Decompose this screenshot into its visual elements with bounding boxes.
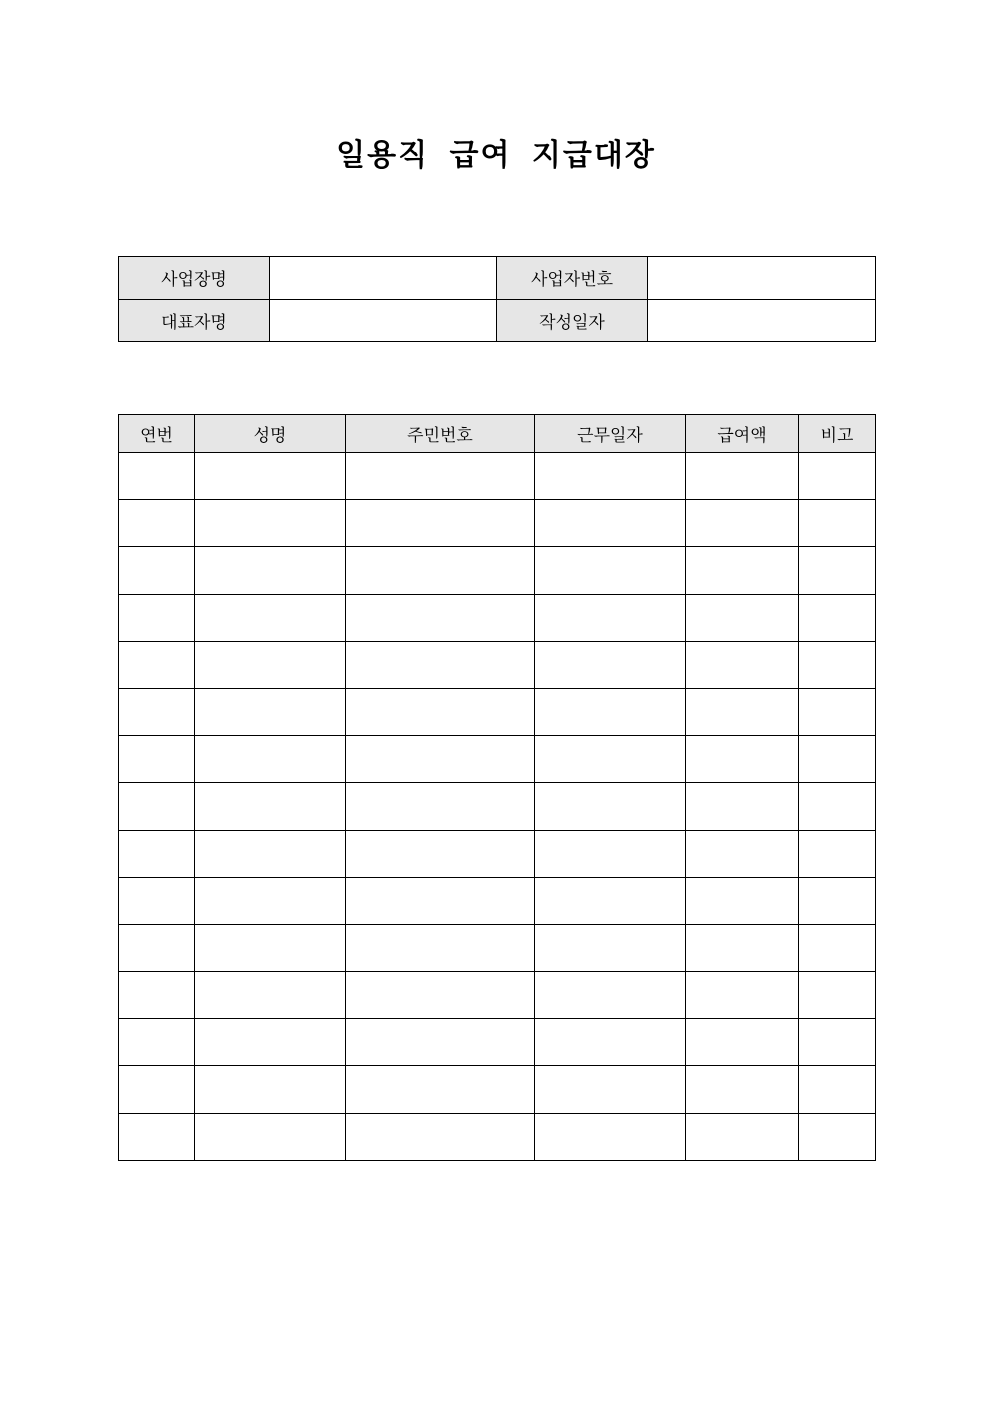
payroll-body bbox=[119, 453, 876, 1161]
cell-remarks[interactable] bbox=[799, 453, 876, 500]
cell-work-date[interactable] bbox=[535, 783, 686, 830]
cell-work-date[interactable] bbox=[535, 972, 686, 1019]
payroll-header-row bbox=[119, 415, 876, 453]
header-resident-number: 주민번호 bbox=[346, 415, 535, 453]
cell-resident-number[interactable] bbox=[346, 736, 535, 783]
cell-name[interactable] bbox=[195, 594, 346, 641]
cell-name[interactable] bbox=[195, 641, 346, 688]
table-row bbox=[119, 783, 876, 830]
cell-remarks[interactable] bbox=[799, 736, 876, 783]
cell-serial[interactable] bbox=[119, 594, 195, 641]
cell-serial[interactable] bbox=[119, 783, 195, 830]
business-name-field[interactable] bbox=[270, 257, 497, 300]
cell-work-date[interactable] bbox=[535, 1066, 686, 1113]
cell-resident-number[interactable] bbox=[346, 453, 535, 500]
cell-pay-amount[interactable] bbox=[686, 547, 799, 594]
cell-name[interactable] bbox=[195, 1113, 346, 1160]
date-label: 작성일자 bbox=[497, 299, 648, 342]
cell-name[interactable] bbox=[195, 830, 346, 877]
cell-remarks[interactable] bbox=[799, 500, 876, 547]
cell-remarks[interactable] bbox=[799, 924, 876, 971]
cell-name[interactable] bbox=[195, 500, 346, 547]
cell-resident-number[interactable] bbox=[346, 688, 535, 735]
representative-field[interactable] bbox=[270, 299, 497, 342]
cell-remarks[interactable] bbox=[799, 547, 876, 594]
cell-name[interactable] bbox=[195, 1066, 346, 1113]
table-row bbox=[119, 924, 876, 971]
cell-serial[interactable] bbox=[119, 500, 195, 547]
business-number-label: 사업자번호 bbox=[497, 257, 648, 300]
business-info-table bbox=[118, 256, 876, 342]
cell-serial[interactable] bbox=[119, 547, 195, 594]
table-row bbox=[119, 736, 876, 783]
cell-remarks[interactable] bbox=[799, 783, 876, 830]
date-field[interactable] bbox=[648, 299, 876, 342]
cell-resident-number[interactable] bbox=[346, 547, 535, 594]
cell-serial[interactable] bbox=[119, 736, 195, 783]
cell-pay-amount[interactable] bbox=[686, 1066, 799, 1113]
cell-pay-amount[interactable] bbox=[686, 783, 799, 830]
cell-pay-amount[interactable] bbox=[686, 500, 799, 547]
header-name: 성명 bbox=[195, 415, 346, 453]
cell-resident-number[interactable] bbox=[346, 1113, 535, 1160]
cell-work-date[interactable] bbox=[535, 830, 686, 877]
cell-pay-amount[interactable] bbox=[686, 877, 799, 924]
business-name-label: 사업장명 bbox=[119, 257, 270, 300]
cell-serial[interactable] bbox=[119, 924, 195, 971]
cell-pay-amount[interactable] bbox=[686, 641, 799, 688]
table-row bbox=[119, 500, 876, 547]
cell-name[interactable] bbox=[195, 877, 346, 924]
table-row bbox=[119, 972, 876, 1019]
cell-work-date[interactable] bbox=[535, 594, 686, 641]
cell-pay-amount[interactable] bbox=[686, 1019, 799, 1066]
cell-work-date[interactable] bbox=[535, 547, 686, 594]
cell-serial[interactable] bbox=[119, 641, 195, 688]
cell-pay-amount[interactable] bbox=[686, 736, 799, 783]
cell-pay-amount[interactable] bbox=[686, 972, 799, 1019]
cell-work-date[interactable] bbox=[535, 453, 686, 500]
business-number-field[interactable] bbox=[648, 257, 876, 300]
cell-name[interactable] bbox=[195, 688, 346, 735]
cell-remarks[interactable] bbox=[799, 877, 876, 924]
cell-pay-amount[interactable] bbox=[686, 830, 799, 877]
cell-name[interactable] bbox=[195, 547, 346, 594]
table-row bbox=[119, 453, 876, 500]
cell-name[interactable] bbox=[195, 783, 346, 830]
cell-pay-amount[interactable] bbox=[686, 924, 799, 971]
cell-pay-amount[interactable] bbox=[686, 453, 799, 500]
cell-name[interactable] bbox=[195, 736, 346, 783]
cell-remarks[interactable] bbox=[799, 641, 876, 688]
cell-remarks[interactable] bbox=[799, 688, 876, 735]
cell-pay-amount[interactable] bbox=[686, 1113, 799, 1160]
document-title: 일용직 급여 지급대장 bbox=[336, 138, 656, 173]
cell-serial[interactable] bbox=[119, 877, 195, 924]
cell-pay-amount[interactable] bbox=[686, 594, 799, 641]
cell-serial[interactable] bbox=[119, 1113, 195, 1160]
cell-pay-amount[interactable] bbox=[686, 688, 799, 735]
cell-work-date[interactable] bbox=[535, 924, 686, 971]
cell-serial[interactable] bbox=[119, 830, 195, 877]
header-work-date: 근무일자 bbox=[535, 415, 686, 453]
cell-remarks[interactable] bbox=[799, 1113, 876, 1160]
cell-resident-number[interactable] bbox=[346, 783, 535, 830]
cell-work-date[interactable] bbox=[535, 736, 686, 783]
cell-name[interactable] bbox=[195, 1019, 346, 1066]
cell-name[interactable] bbox=[195, 972, 346, 1019]
cell-work-date[interactable] bbox=[535, 1019, 686, 1066]
table-row bbox=[119, 688, 876, 735]
header-serial: 연번 bbox=[119, 415, 195, 453]
cell-name[interactable] bbox=[195, 924, 346, 971]
header-pay-amount: 급여액 bbox=[686, 415, 799, 453]
table-row bbox=[119, 547, 876, 594]
cell-resident-number[interactable] bbox=[346, 1019, 535, 1066]
cell-work-date[interactable] bbox=[535, 1113, 686, 1160]
table-row bbox=[119, 1019, 876, 1066]
cell-serial[interactable] bbox=[119, 972, 195, 1019]
cell-resident-number[interactable] bbox=[346, 830, 535, 877]
table-row bbox=[119, 1066, 876, 1113]
representative-label: 대표자명 bbox=[119, 299, 270, 342]
header-remarks: 비고 bbox=[799, 415, 876, 453]
cell-name[interactable] bbox=[195, 453, 346, 500]
info-row-2 bbox=[119, 299, 876, 342]
cell-resident-number[interactable] bbox=[346, 972, 535, 1019]
cell-resident-number[interactable] bbox=[346, 594, 535, 641]
cell-work-date[interactable] bbox=[535, 641, 686, 688]
table-row bbox=[119, 594, 876, 641]
cell-resident-number[interactable] bbox=[346, 924, 535, 971]
cell-resident-number[interactable] bbox=[346, 877, 535, 924]
table-row bbox=[119, 877, 876, 924]
cell-resident-number[interactable] bbox=[346, 500, 535, 547]
info-row-1 bbox=[119, 257, 876, 300]
cell-remarks[interactable] bbox=[799, 1019, 876, 1066]
cell-work-date[interactable] bbox=[535, 688, 686, 735]
cell-remarks[interactable] bbox=[799, 1066, 876, 1113]
payroll-table bbox=[118, 414, 876, 1161]
cell-resident-number[interactable] bbox=[346, 641, 535, 688]
cell-work-date[interactable] bbox=[535, 877, 686, 924]
cell-serial[interactable] bbox=[119, 1019, 195, 1066]
table-row bbox=[119, 830, 876, 877]
cell-remarks[interactable] bbox=[799, 972, 876, 1019]
table-row bbox=[119, 641, 876, 688]
cell-resident-number[interactable] bbox=[346, 1066, 535, 1113]
cell-serial[interactable] bbox=[119, 688, 195, 735]
cell-remarks[interactable] bbox=[799, 830, 876, 877]
cell-serial[interactable] bbox=[119, 1066, 195, 1113]
cell-work-date[interactable] bbox=[535, 500, 686, 547]
cell-serial[interactable] bbox=[119, 453, 195, 500]
table-row bbox=[119, 1113, 876, 1160]
cell-remarks[interactable] bbox=[799, 594, 876, 641]
